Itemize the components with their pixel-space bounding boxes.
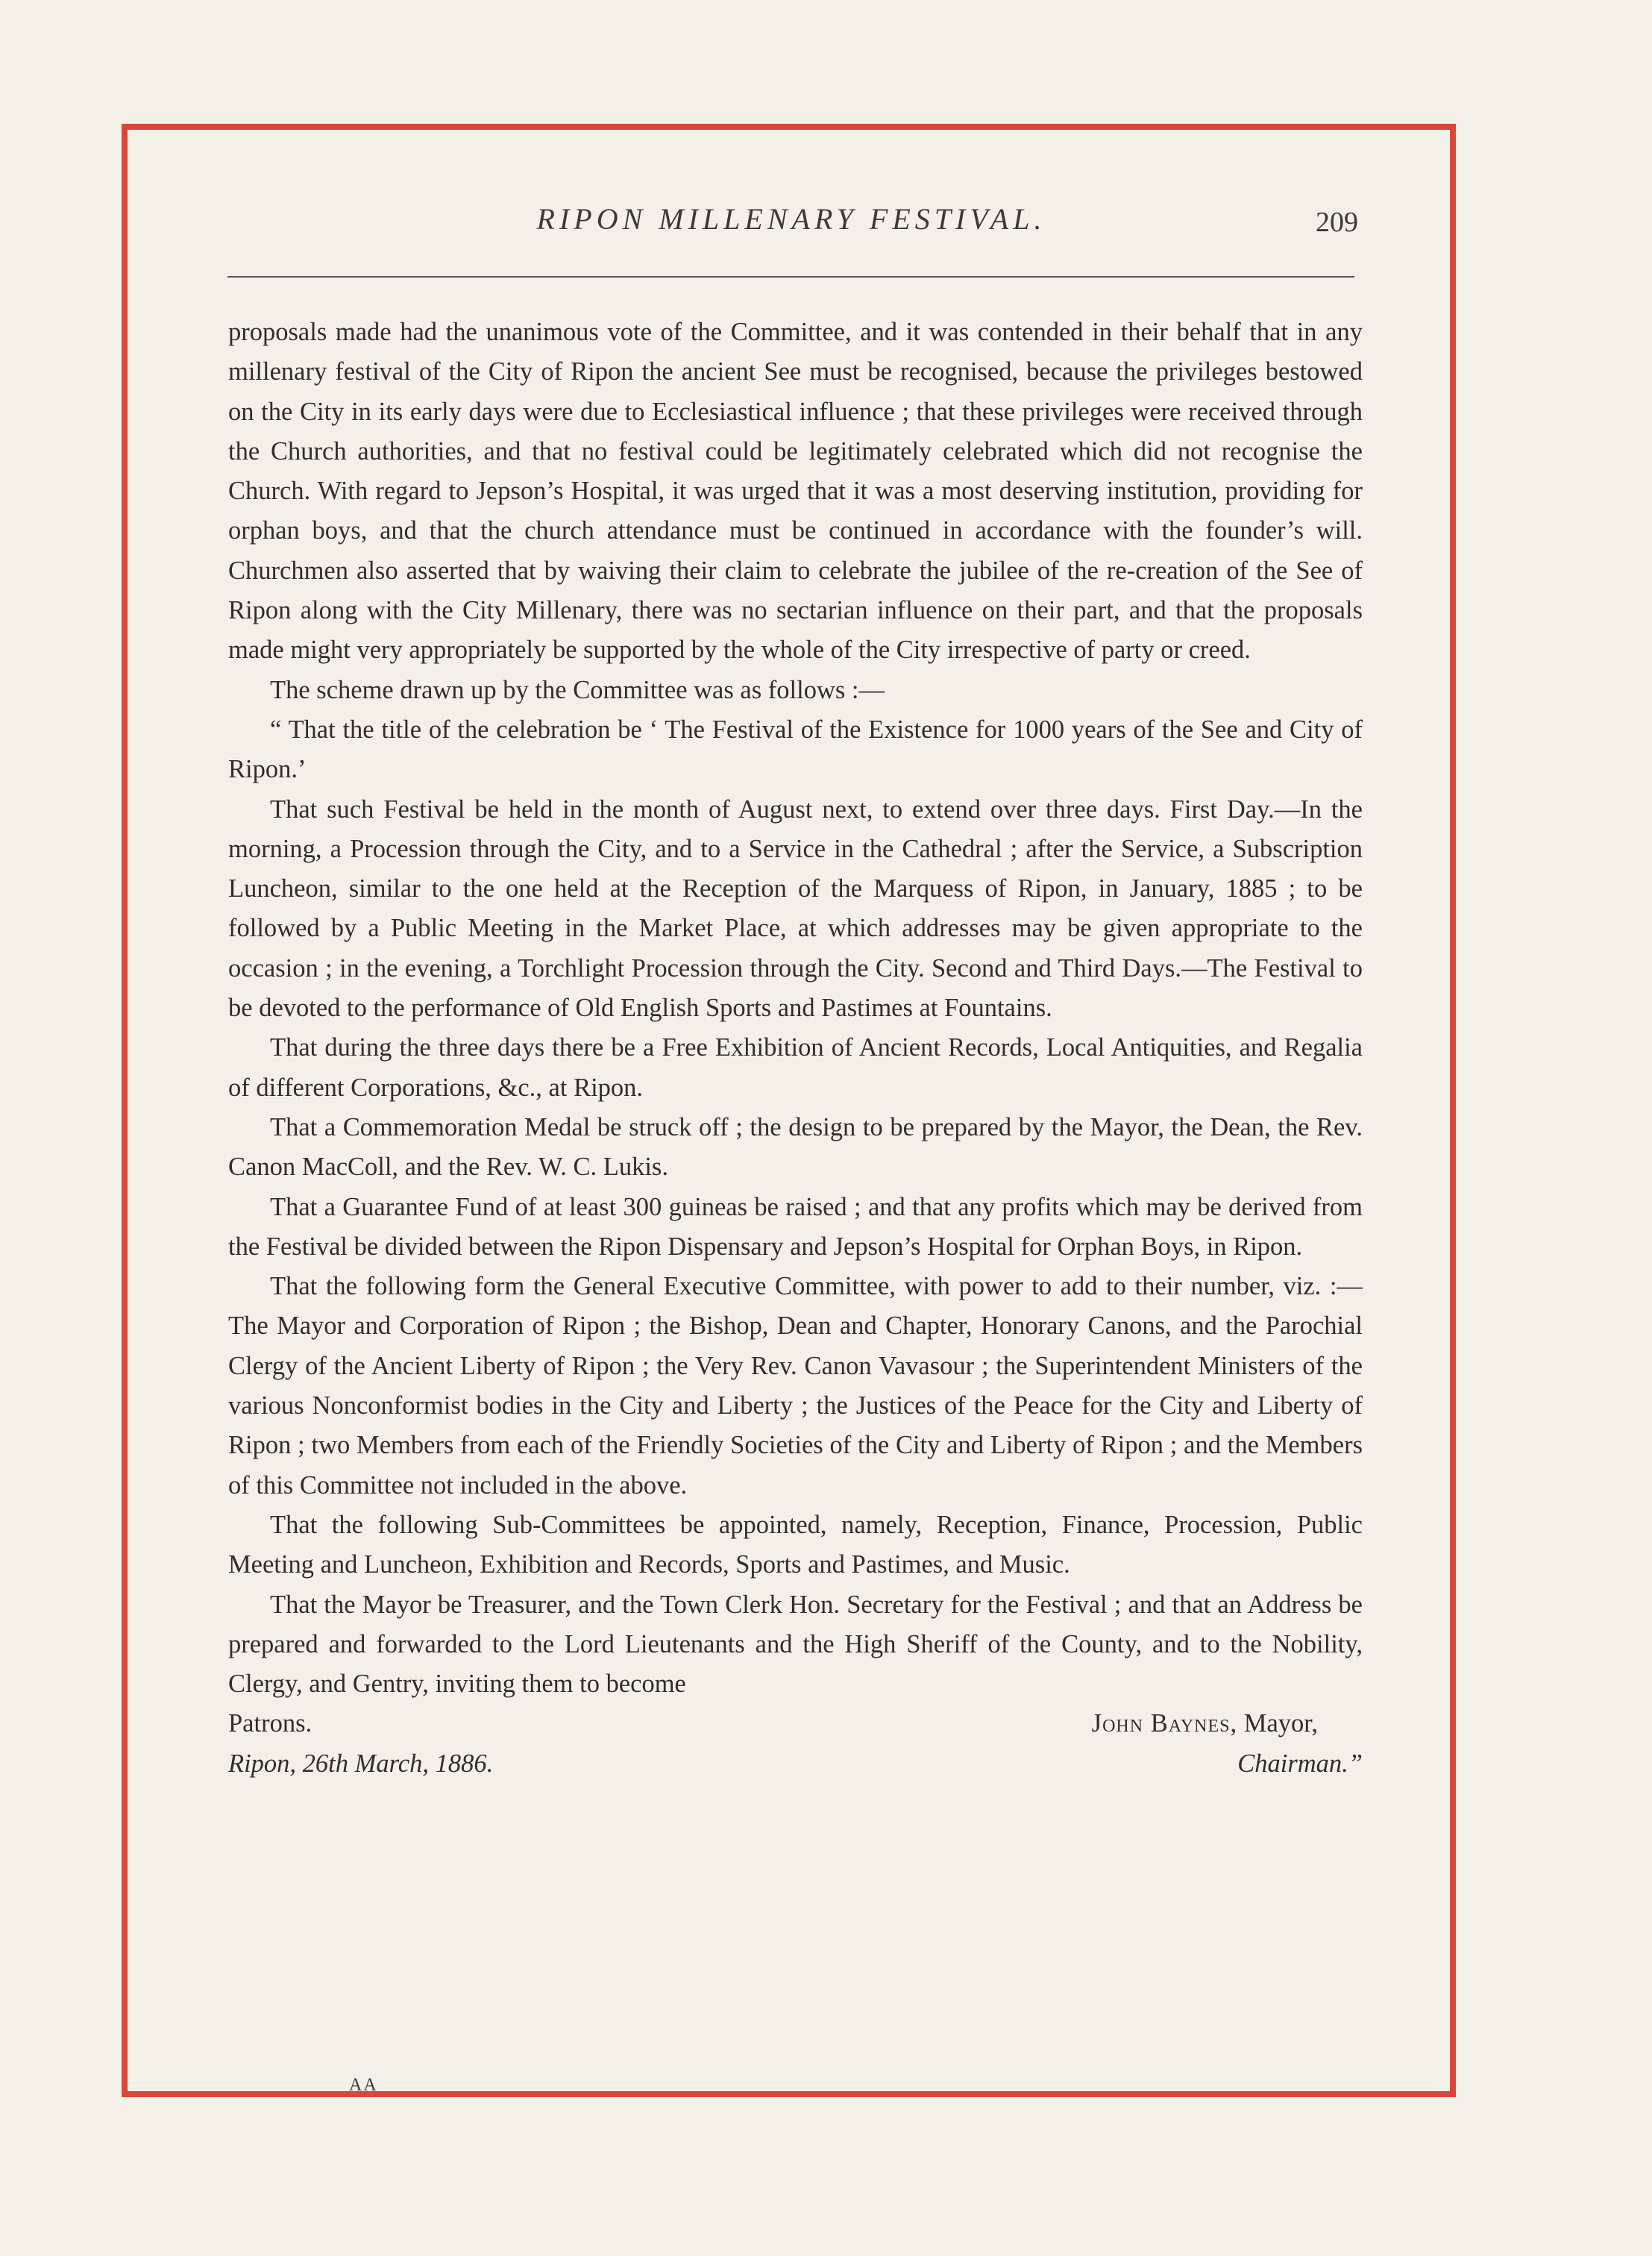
signatory (1092, 1704, 1318, 1743)
running-head (224, 201, 1358, 246)
paragraph: The scheme drawn up by the Committee was as follows :— (270, 675, 885, 704)
chairman-role: Chairman.” (1237, 1749, 1363, 1778)
running-title: RIPON MILLENARY FESTIVAL. (536, 202, 1046, 236)
header-rule (227, 276, 1354, 278)
signature-row (228, 1704, 1363, 1743)
paragraph: That a Guarantee Fund of at least 300 guineas be raised ; and that any profits which may be derived from the Festival be divided between the Ripon Dispensary and Jepson’s Hospital for Orphan Boys, in Ripon. (228, 1192, 1363, 1261)
signatory-name: John Baynes, (1091, 1709, 1238, 1738)
paragraph: “ That the title of the celebration be ‘ The Festival of the Existence for 1000 years of the See and City of Ripon.’ (228, 715, 1363, 784)
paragraph: That a Commemoration Medal be struck off ; the design to be prepared by the Mayor, the Dean, the Rev. Canon MacColl, and the Rev. W. C. Lukis. (228, 1112, 1363, 1182)
paragraph: That such Festival be held in the month of August next, to extend over three days. First Day.—In the morning, a Procession through the City, and to a Service in the Cathedral ; after the Service, a Subscription Luncheon, similar to the one held at the Reception of the Marquess of Ripon, in January, 1885 ; to be followed by a Public Meeting in the Market Place, at which addresses may be given appropriate to the occasion ; in the evening, a Torchlight Procession through the City. Second and Third Days.—The Festival to be devoted to the performance of Old English Sports and Pastimes at Fountains. (228, 795, 1363, 1023)
body-text (228, 313, 1363, 1784)
signatory-title: Mayor, (1237, 1709, 1318, 1738)
closing-word: Patrons. (228, 1709, 313, 1738)
page-number: 209 (1316, 207, 1358, 238)
paragraph: That the Mayor be Treasurer, and the Town Clerk Hon. Secretary for the Festival ; and that an Address be prepared and forwarded to the Lord Lieutenants and the High Sheriff of the County, and to the Nobility, Clergy, and Gentry, inviting them to become (228, 1590, 1363, 1699)
paragraph: That the following Sub-Committees be appointed, namely, Reception, Finance, Procession, Public Meeting and Luncheon, Exhibition and Records, Sports and Pastimes, and Music. (228, 1510, 1363, 1579)
paragraph: That the following form the General Executive Committee, with power to add to their number, viz. :—The Mayor and Corporation of Ripon ; the Bishop, Dean and Chapter, Honorary Canons, and the Parochial Clergy of the Ancient Liberty of Ripon ; the Very Rev. Canon Vavasour ; the Superintendent Ministers of the various Nonconformist bodies in the City and Liberty ; the Justices of the Peace for the City and Liberty of Ripon ; two Members from each of the Friendly Societies of the City and Liberty of Ripon ; and the Members of this Committee not included in the above. (228, 1272, 1363, 1500)
place-date: Ripon, 26th March, 1886. (228, 1749, 494, 1778)
paragraph: That during the three days there be a Free Exhibition of Ancient Records, Local Antiquities, and Regalia of different Corporations, &c., at Ripon. (228, 1033, 1363, 1102)
paragraph: proposals made had the unanimous vote of the Committee, and it was contended in their behalf that in any millenary festival of the City of Ripon the ancient See must be recognised, because the privileges bestowed on the City in its early days were due to Ecclesiastical influence ; that these privileges were received through the Church authorities, and that no festival could be legitimately celebrated which did not recognise the Church. With regard to Jepson’s Hospital, it was urged that it was a most deserving institution, providing for orphan boys, and that the church attendance must be continued in accordance with the founder’s will. Churchmen also asserted that by waiving their claim to celebrate the jubilee of the re-creation of the See of Ripon along with the City Millenary, there was no sectarian influence on their part, and that the proposals made might very appropriately be supported by the whole of the City irrespective of party or creed. (228, 318, 1363, 665)
date-row (228, 1744, 1363, 1784)
signature-mark: AA (349, 2075, 378, 2095)
